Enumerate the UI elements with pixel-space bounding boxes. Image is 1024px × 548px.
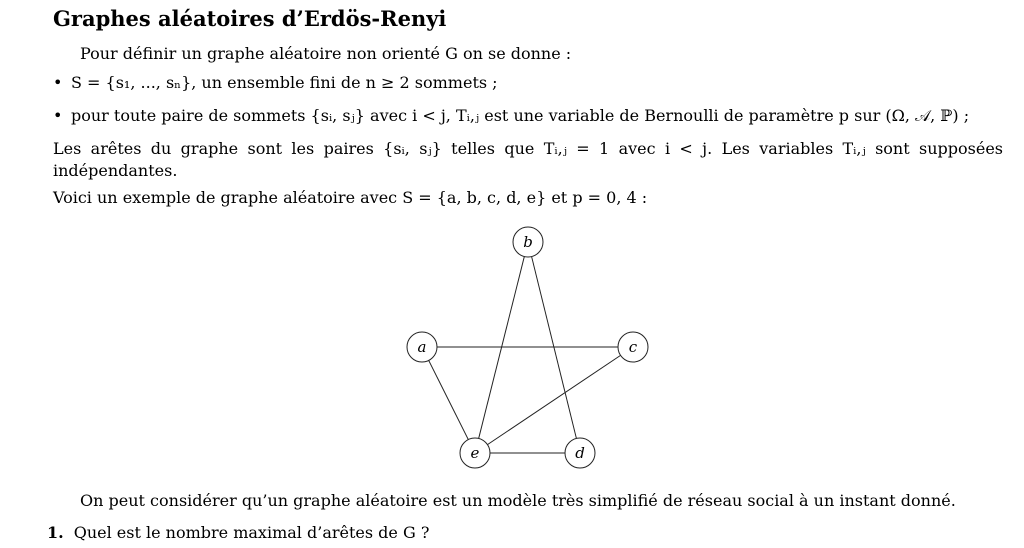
note-paragraph: On peut considérer qu’un graphe aléatoire est un modèle très simplifié de réseau social à un instant donné. bbox=[80, 491, 956, 510]
bullet-icon: • bbox=[53, 106, 63, 125]
bullet-icon: • bbox=[53, 73, 63, 92]
question-text: Quel est le nombre maximal d’arêtes de G ? bbox=[73, 523, 430, 542]
bullet-text: S = {s₁, ..., sₙ}, un ensemble fini de n ≥ 2 sommets ; bbox=[71, 73, 498, 92]
graph-node-label-c: c bbox=[628, 338, 638, 356]
question-number: 1. bbox=[47, 523, 64, 542]
graph-node-label-b: b bbox=[523, 233, 533, 251]
graph-node-label-d: d bbox=[575, 444, 585, 462]
bullet-text: pour toute paire de sommets {sᵢ, sⱼ} avec i < j, Tᵢ,ⱼ est une variable de Bernoulli de paramètre p sur (Ω, 𝒜, ℙ) ; bbox=[71, 106, 970, 125]
question-1 bbox=[47, 523, 429, 542]
graph-node-label-a: a bbox=[417, 338, 427, 356]
graph-node-label-e: e bbox=[470, 444, 480, 462]
graph-edge-a-e bbox=[429, 360, 469, 439]
example-intro-paragraph: Voici un exemple de graphe aléatoire avec S = {a, b, c, d, e} et p = 0, 4 : bbox=[53, 188, 648, 207]
graph-edge-c-e bbox=[487, 355, 620, 444]
section-title: Graphes aléatoires d’Erdös-Renyi bbox=[53, 6, 447, 31]
edges-definition-paragraph: Les arêtes du graphe sont les paires {sᵢ, sⱼ} telles que Tᵢ,ⱼ = 1 avec i < j. Les variables Tᵢ,ⱼ sont supposées indépendantes. bbox=[53, 139, 1003, 180]
intro-text: Pour définir un graphe aléatoire non orienté G on se donne : bbox=[80, 44, 572, 63]
